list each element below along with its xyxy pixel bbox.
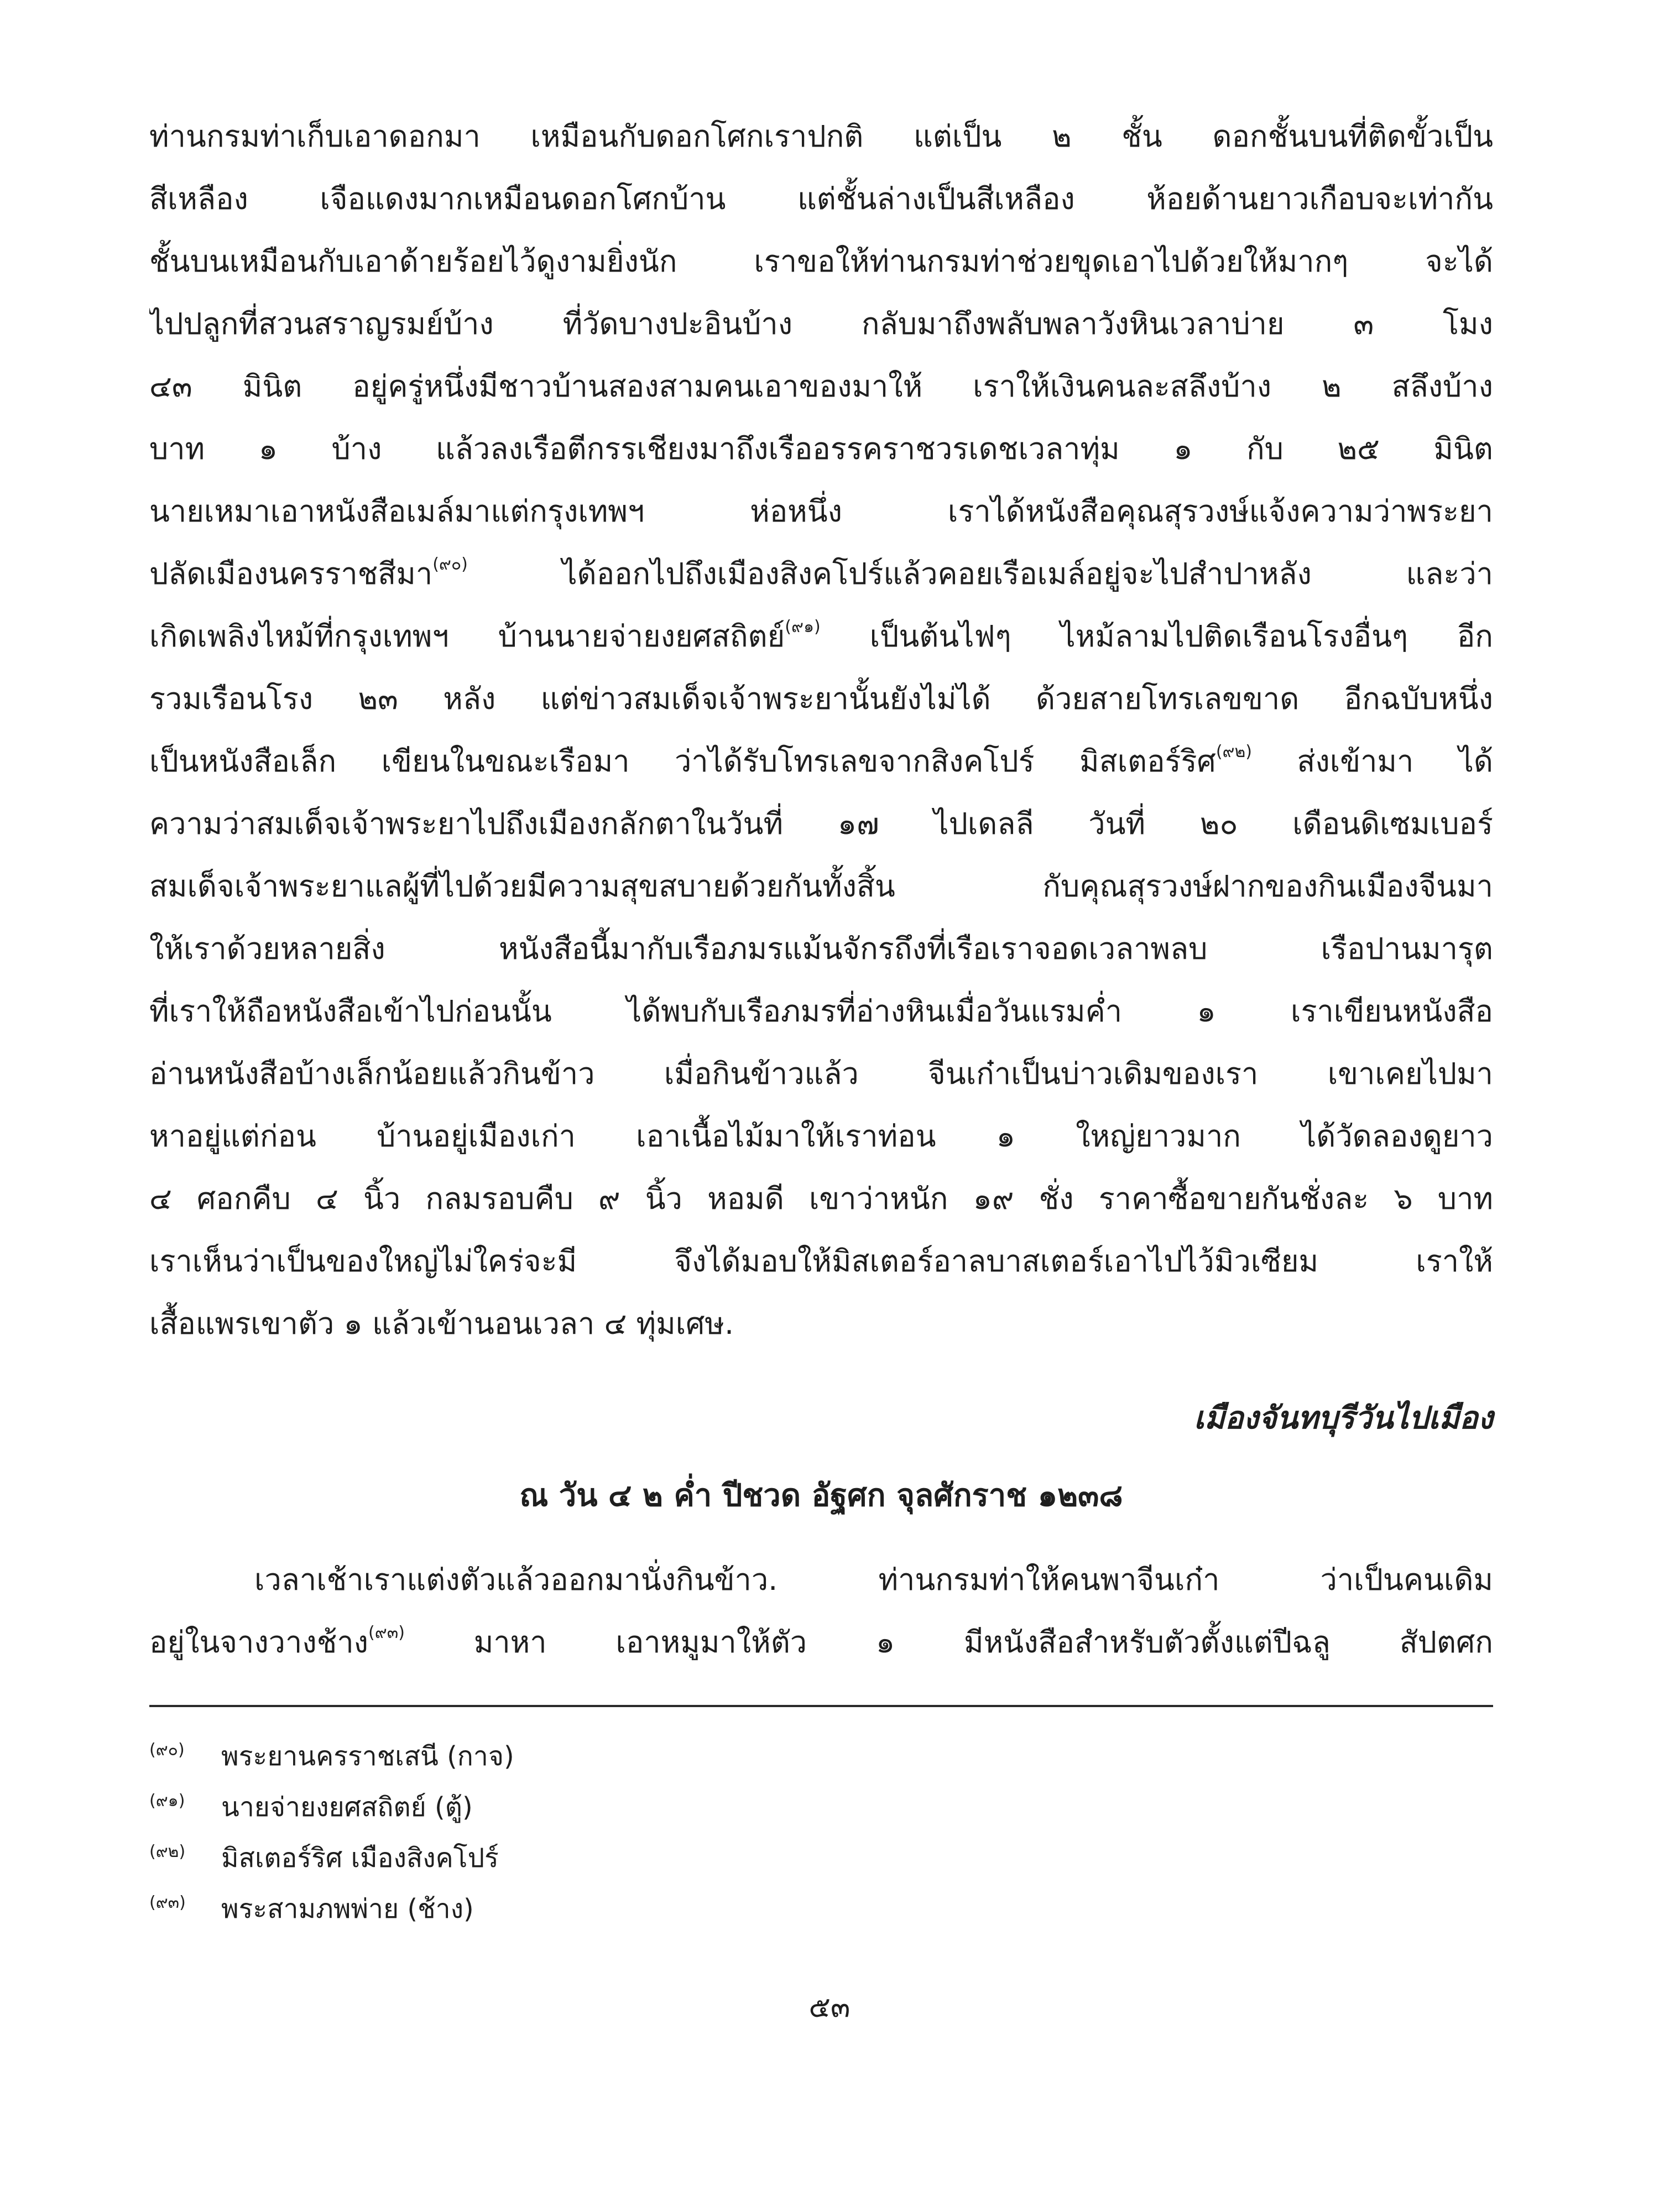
- paragraph-2: [149, 1548, 1493, 1673]
- footnote-text: นายจ่ายงยศสถิตย์ (ตู้): [221, 1792, 473, 1823]
- text-line: [149, 855, 1493, 917]
- text-line: [149, 1611, 1493, 1673]
- text-line: [149, 792, 1493, 855]
- text-line: [149, 605, 1493, 667]
- text-line: [149, 1548, 1493, 1611]
- text-run: เราเห็นว่าเป็นของใหญ่ไม่ใคร่จะมี จึงได้มอบให้มิสเตอร์อาลบาสเตอร์เอาไปไว้มิวเซียม เราให้: [149, 1244, 1493, 1279]
- footnote-text: พระสามภพพ่าย (ช้าง): [221, 1893, 474, 1924]
- text-line: [149, 293, 1493, 355]
- text-line: [149, 980, 1493, 1042]
- text-run: ส่งเข้ามา ได้: [1252, 744, 1493, 779]
- footnote-91: (๙๑) นายจ่ายงยศสถิตย์ (ตู้): [149, 1791, 473, 1823]
- text-line: [149, 917, 1493, 980]
- text-line: [149, 480, 1493, 542]
- text-run: เวลาเช้าเราแต่งตัวแล้วออกมานั่งกินข้าว. ท่านกรมท่าให้คนพาจีนเก๋า ว่าเป็นคนเดิม: [254, 1562, 1493, 1597]
- text-line: [149, 355, 1493, 418]
- text-run: ชั้นบนเหมือนกับเอาด้ายร้อยไว้ดูงามยิ่งนัก เราขอให้ท่านกรมท่าช่วยขุดเอาไปด้วยให้มากๆ จะได้: [149, 244, 1493, 279]
- text-run: มาหา เอาหมูมาให้ตัว ๑ มีหนังสือสำหรับตัวตั้งแต่ปีฉลู สัปตศก: [404, 1625, 1493, 1660]
- text-line: [149, 667, 1493, 730]
- footnote-90: (๙๐) พระยานครราชเสนี (กาจ): [149, 1740, 514, 1772]
- text-line: [149, 1292, 1493, 1355]
- text-run: อยู่ในจางวางช้าง: [149, 1625, 369, 1660]
- footnotes: [149, 1731, 1145, 1934]
- text-run: ได้ออกไปถึงเมืองสิงคโปร์แล้วคอยเรือเมล์อยู่จะไปสำปาหลัง และว่า: [467, 556, 1493, 591]
- text-line: [149, 1042, 1493, 1105]
- paragraph-1: [149, 105, 1493, 1355]
- footnote-text: พระยานครราชเสนี (กาจ): [221, 1741, 514, 1772]
- footnote-text: มิสเตอร์ริศ เมืองสิงคโปร์: [221, 1843, 499, 1874]
- text-line: [149, 542, 1493, 605]
- text-line: [149, 1167, 1493, 1230]
- text-run: ๔๓ มินิต อยู่ครู่หนึ่งมีชาวบ้านสองสามคนเอาของมาให้ เราให้เงินคนละสลึงบ้าง ๒ สลึงบ้าง: [149, 369, 1493, 404]
- text-run: เป็นต้นไฟๆ ไหม้ลามไปติดเรือนโรงอื่นๆ อีก: [820, 619, 1493, 654]
- footnote-ref: (๙๓): [368, 1623, 405, 1642]
- text-run: ให้เราด้วยหลายสิ่ง หนังสือนี้มากับเรือภมรแม้นจักรถึงที่เรือเราจอดเวลาพลบ เรือปานมารุต: [149, 931, 1493, 966]
- text-run: เสื้อแพรเขาตัว ๑ แล้วเข้านอนเวลา ๔ ทุ่มเศษ.: [149, 1306, 734, 1341]
- footnote-ref: (๙๒): [1215, 742, 1252, 761]
- text-line: [149, 230, 1493, 293]
- text-run: ความว่าสมเด็จเจ้าพระยาไปถึงเมืองกลักตาในวันที่ ๑๗ ไปเดลลี วันที่ ๒๐ เดือนดิเซมเบอร์: [149, 806, 1493, 841]
- text-line: [149, 418, 1493, 480]
- section-heading: เมืองจันทบุรีวันไปเมือง: [1193, 1400, 1493, 1436]
- text-run: หาอยู่แต่ก่อน บ้านอยู่เมืองเก่า เอาเนื้อไม้มาให้เราท่อน ๑ ใหญ่ยาวมาก ได้วัดลองดูยาว: [149, 1119, 1493, 1154]
- text-line: [149, 730, 1493, 792]
- text-run: สีเหลือง เจือแดงมากเหมือนดอกโศกบ้าน แต่ชั้นล่างเป็นสีเหลือง ห้อยด้านยาวเกือบจะเท่ากัน: [149, 181, 1493, 216]
- text-run: สมเด็จเจ้าพระยาแลผู้ที่ไปด้วยมีความสุขสบายด้วยกันทั้งสิ้น กับคุณสุรวงษ์ฝากของกินเมืองจีนมา: [149, 869, 1493, 904]
- footnote-divider: [149, 1705, 1493, 1707]
- text-line: [149, 1105, 1493, 1167]
- text-run: ปลัดเมืองนครราชสีมา: [149, 556, 433, 591]
- text-line: [149, 168, 1493, 230]
- text-run: ที่เราให้ถือหนังสือเข้าไปก่อนนั้น ได้พบกับเรือภมรที่อ่างหินเมื่อวันแรมค่ำ ๑ เราเขียนหนังสือ: [149, 994, 1493, 1029]
- footnote-ref: (๙๐): [432, 555, 468, 574]
- text-run: นายเหมาเอาหนังสือเมล์มาแต่กรุงเทพฯ ห่อหนึ่ง เราได้หนังสือคุณสุรวงษ์แจ้งความว่าพระยา: [149, 494, 1493, 529]
- footnote-93: (๙๓) พระสามภพพ่าย (ช้าง): [149, 1893, 474, 1924]
- text-run: อ่านหนังสือบ้างเล็กน้อยแล้วกินข้าว เมื่อกินข้าวแล้ว จีนเก๋าเป็นบ่าวเดิมของเรา เขาเคยไปมา: [149, 1056, 1493, 1091]
- date-heading: ณ วัน ๔ ๒ ค่ำ ปีชวด อัฐศก จุลศักราช ๑๒๓๘: [519, 1478, 1123, 1514]
- footnote-ref: (๙๑): [785, 617, 821, 637]
- text-run: เป็นหนังสือเล็ก เขียนในขณะเรือมา ว่าได้รับโทรเลขจากสิงคโปร์ มิสเตอร์ริศ: [149, 744, 1216, 779]
- text-line: [149, 1230, 1493, 1292]
- text-run: เกิดเพลิงไหม้ที่กรุงเทพฯ บ้านนายจ่ายงยศสถิตย์: [149, 619, 785, 654]
- text-run: บาท ๑ บ้าง แล้วลงเรือตีกรรเชียงมาถึงเรืออรรคราชวรเดชเวลาทุ่ม ๑ กับ ๒๕ มินิต: [149, 431, 1493, 466]
- page-number: ๕๓: [808, 1991, 851, 2024]
- text-run: ไปปลูกที่สวนสราญรมย์บ้าง ที่วัดบางปะอินบ้าง กลับมาถึงพลับพลาวังหินเวลาบ่าย ๓ โมง: [149, 306, 1493, 341]
- text-line: [149, 105, 1493, 168]
- text-run: ท่านกรมท่าเก็บเอาดอกมา เหมือนกับดอกโศกเราปกติ แต่เป็น ๒ ชั้น ดอกชั้นบนที่ติดขั้วเป็น: [149, 119, 1493, 154]
- text-run: รวมเรือนโรง ๒๓ หลัง แต่ข่าวสมเด็จเจ้าพระยานั้นยังไม่ได้ ด้วยสายโทรเลขขาด อีกฉบับหนึ่ง: [149, 681, 1493, 716]
- footnote-92: (๙๒) มิสเตอร์ริศ เมืองสิงคโปร์: [149, 1842, 499, 1874]
- text-run: ๔ ศอกคืบ ๔ นิ้ว กลมรอบคืบ ๙ นิ้ว หอมดี เขาว่าหนัก ๑๙ ชั่ง ราคาซื้อขายกันชั่งละ ๖ บาท: [149, 1181, 1493, 1216]
